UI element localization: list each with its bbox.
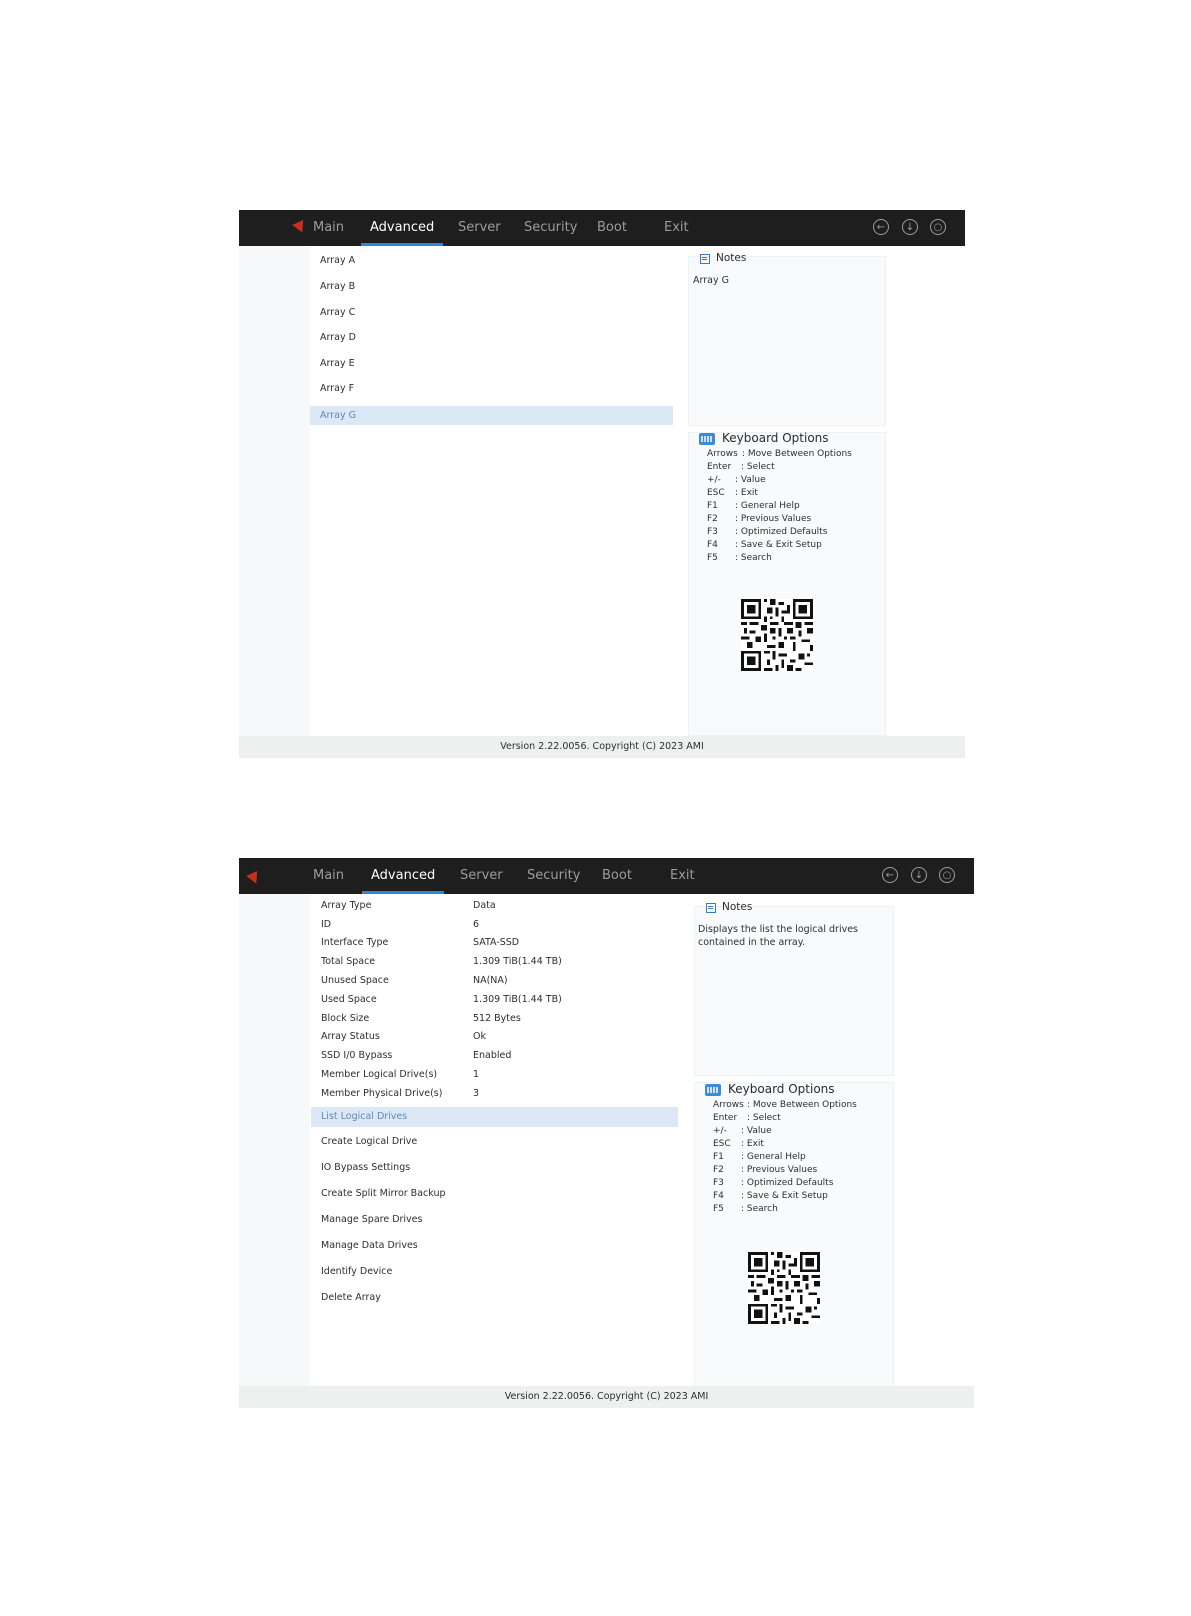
list-item-array-b[interactable]: Array B bbox=[320, 281, 356, 292]
property-label: Array Status bbox=[321, 1031, 380, 1042]
kb-key: F2 bbox=[713, 1165, 724, 1175]
tab-exit[interactable]: Exit bbox=[664, 220, 689, 235]
property-value: 1.309 TiB(1.44 TB) bbox=[473, 956, 562, 967]
list-item-array-f[interactable]: Array F bbox=[320, 383, 355, 394]
kb-key: F1 bbox=[707, 501, 718, 511]
kb-desc: : Value bbox=[735, 475, 766, 485]
list-item-array-c[interactable]: Array C bbox=[320, 307, 356, 318]
kb-key: F5 bbox=[713, 1204, 724, 1214]
kb-key: Arrows bbox=[707, 449, 738, 459]
create-logical-drive-item[interactable]: Create Logical Drive bbox=[321, 1136, 418, 1147]
kb-desc: : Exit bbox=[741, 1139, 764, 1149]
property-label: Member Logical Drive(s) bbox=[321, 1069, 438, 1080]
kb-desc: : Exit bbox=[735, 488, 758, 498]
left-gutter bbox=[239, 894, 310, 1386]
list-logical-drives-item[interactable]: List Logical Drives bbox=[311, 1107, 678, 1127]
property-label: Interface Type bbox=[321, 937, 389, 948]
property-label: Used Space bbox=[321, 994, 377, 1005]
property-label: Block Size bbox=[321, 1013, 370, 1024]
property-value: Data bbox=[473, 900, 496, 911]
property-value: 1.309 TiB(1.44 TB) bbox=[473, 994, 562, 1005]
kb-desc: : General Help bbox=[735, 501, 800, 511]
kb-desc: : Select bbox=[747, 1113, 781, 1123]
keyboard-options-list bbox=[707, 449, 882, 569]
version-footer: Version 2.22.0056. Copyright (C) 2023 AMI bbox=[239, 1386, 974, 1408]
tab-advanced[interactable]: Advanced bbox=[371, 858, 435, 894]
tab-server[interactable]: Server bbox=[458, 220, 501, 235]
kb-key: ESC bbox=[713, 1139, 731, 1149]
identify-device-item[interactable]: Identify Device bbox=[321, 1266, 393, 1277]
notes-title: Notes bbox=[716, 252, 747, 264]
top-nav-bar bbox=[239, 858, 974, 894]
kb-key: F2 bbox=[707, 514, 718, 524]
download-icon[interactable]: ↓ bbox=[902, 219, 918, 235]
keyboard-icon bbox=[705, 1084, 721, 1096]
manage-spare-drives-item[interactable]: Manage Spare Drives bbox=[321, 1214, 423, 1225]
kb-key: Arrows bbox=[713, 1100, 744, 1110]
top-nav-bar bbox=[239, 210, 965, 246]
left-gutter bbox=[239, 246, 310, 736]
list-item-array-e[interactable]: Array E bbox=[320, 358, 355, 369]
kb-key: F5 bbox=[707, 553, 718, 563]
kb-desc: : Search bbox=[735, 553, 772, 563]
kb-key: F3 bbox=[713, 1178, 724, 1188]
search-icon[interactable]: ○ bbox=[930, 219, 946, 235]
list-item-array-d[interactable]: Array D bbox=[320, 332, 356, 343]
kb-desc: : Move Between Options bbox=[747, 1100, 857, 1110]
array-list bbox=[310, 252, 673, 442]
notes-icon bbox=[700, 254, 710, 264]
property-label: Member Physical Drive(s) bbox=[321, 1088, 443, 1099]
tab-exit[interactable]: Exit bbox=[670, 868, 695, 883]
notes-icon bbox=[706, 903, 716, 913]
property-value: 512 Bytes bbox=[473, 1013, 521, 1024]
kb-desc: : Optimized Defaults bbox=[735, 527, 828, 537]
keyboard-options-title: Keyboard Options bbox=[728, 1082, 835, 1096]
qr-code-icon bbox=[741, 599, 813, 671]
kb-key: F3 bbox=[707, 527, 718, 537]
kb-key: +/- bbox=[707, 475, 721, 485]
property-value: 6 bbox=[473, 919, 480, 930]
io-bypass-settings-item[interactable]: IO Bypass Settings bbox=[321, 1162, 411, 1173]
back-icon[interactable]: ← bbox=[873, 219, 889, 235]
delete-array-item[interactable]: Delete Array bbox=[321, 1292, 381, 1303]
property-label: Unused Space bbox=[321, 975, 389, 986]
kb-desc: : General Help bbox=[741, 1152, 806, 1162]
keyboard-options-list bbox=[713, 1100, 888, 1220]
bios-screen-array-details bbox=[239, 858, 974, 1408]
bios-screen-array-list bbox=[239, 210, 965, 758]
kb-desc: : Previous Values bbox=[735, 514, 812, 524]
property-value: Enabled bbox=[473, 1050, 512, 1061]
tab-security[interactable]: Security bbox=[524, 220, 578, 235]
list-item-array-a[interactable]: Array A bbox=[320, 255, 356, 266]
notes-text: Displays the list the logical drives contained in the array. bbox=[698, 924, 858, 948]
property-value: SATA-SSD bbox=[473, 937, 520, 948]
search-icon[interactable]: ○ bbox=[939, 867, 955, 883]
kb-key: ESC bbox=[707, 488, 725, 498]
kb-desc: : Save & Exit Setup bbox=[735, 540, 822, 550]
tab-boot[interactable]: Boot bbox=[597, 220, 627, 235]
array-actions bbox=[311, 1107, 678, 1307]
list-item-array-g[interactable]: Array G bbox=[310, 406, 673, 425]
kb-key: F1 bbox=[713, 1152, 724, 1162]
array-properties bbox=[321, 900, 676, 1100]
property-label: Total Space bbox=[321, 956, 376, 967]
download-icon[interactable]: ↓ bbox=[911, 867, 927, 883]
kb-key: F4 bbox=[707, 540, 718, 550]
notes-title: Notes bbox=[722, 901, 753, 913]
property-label: Array Type bbox=[321, 900, 372, 911]
keyboard-options-title: Keyboard Options bbox=[722, 431, 829, 445]
kb-desc: : Optimized Defaults bbox=[741, 1178, 834, 1188]
kb-key: +/- bbox=[713, 1126, 727, 1136]
qr-code-icon bbox=[748, 1252, 820, 1324]
kb-key: Enter bbox=[713, 1113, 738, 1123]
tab-boot[interactable]: Boot bbox=[602, 868, 632, 883]
tab-advanced[interactable]: Advanced bbox=[370, 210, 434, 246]
tab-security[interactable]: Security bbox=[527, 868, 581, 883]
create-split-mirror-backup-item[interactable]: Create Split Mirror Backup bbox=[321, 1188, 446, 1199]
property-value: NA(NA) bbox=[473, 975, 508, 986]
kb-key: Enter bbox=[707, 462, 732, 472]
property-value: Ok bbox=[473, 1031, 486, 1042]
kb-desc: : Move Between Options bbox=[742, 449, 852, 459]
tab-server[interactable]: Server bbox=[460, 868, 503, 883]
kb-desc: : Search bbox=[741, 1204, 778, 1214]
keyboard-icon bbox=[699, 433, 715, 445]
property-value: 3 bbox=[473, 1088, 480, 1099]
back-icon[interactable]: ← bbox=[882, 867, 898, 883]
property-label: ID bbox=[321, 919, 332, 930]
kb-desc: : Select bbox=[741, 462, 775, 472]
kb-desc: : Value bbox=[741, 1126, 772, 1136]
manage-data-drives-item[interactable]: Manage Data Drives bbox=[321, 1240, 418, 1251]
property-label: SSD I/0 Bypass bbox=[321, 1050, 393, 1061]
notes-text: Array G bbox=[693, 275, 729, 286]
kb-desc: : Previous Values bbox=[741, 1165, 818, 1175]
property-value: 1 bbox=[473, 1069, 480, 1080]
version-footer: Version 2.22.0056. Copyright (C) 2023 AMI bbox=[239, 736, 965, 758]
kb-key: F4 bbox=[713, 1191, 724, 1201]
tab-main[interactable]: Main bbox=[313, 220, 345, 235]
kb-desc: : Save & Exit Setup bbox=[741, 1191, 828, 1201]
tab-main[interactable]: Main bbox=[313, 868, 345, 883]
